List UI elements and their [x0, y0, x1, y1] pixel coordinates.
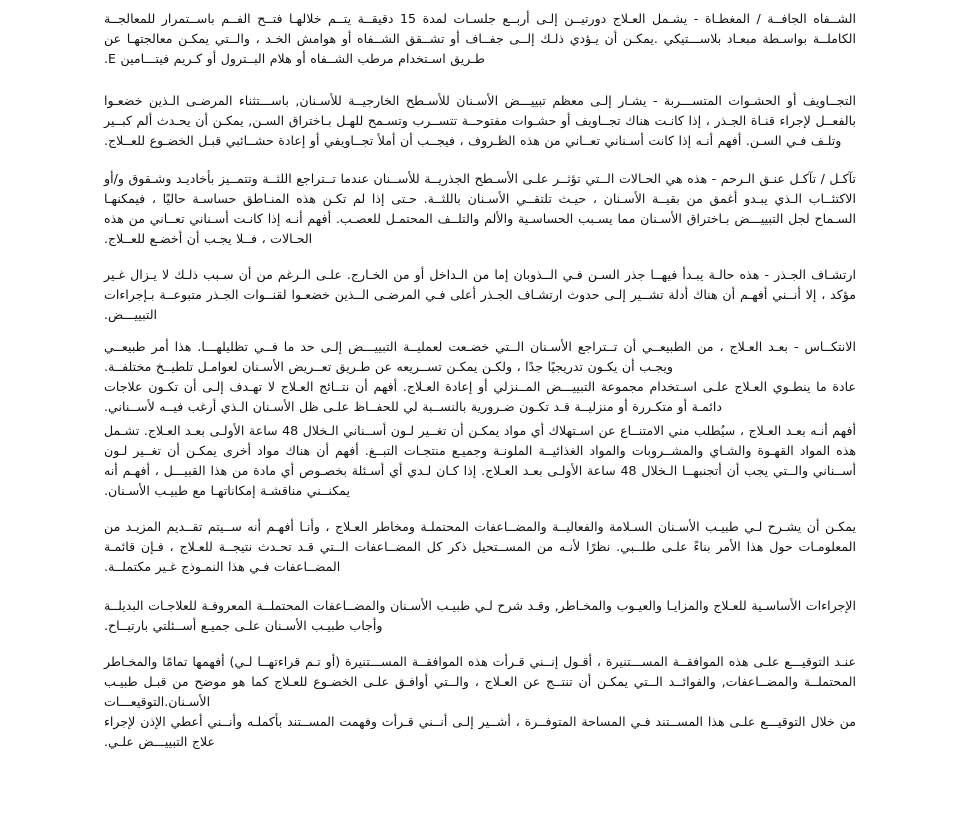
para-complications-disclosure: يمكـن أن يشـرح لـي طبيـب الأسـنان السـلامة والفعاليــة والمضــاعفات المحتملـة ومخاطر العـلاج ، وأنـا أفهـم أنه ســيتم تقــديم المزيـد من المعلومـات حول هذا الأمر بناءً علـى طلــبي. نظرًا لأنـه من المســتحيل ذكر كل المضــاعفات الــتي قـد تحـدث نتيجــة للعـلاج ، فـإن قائمـة المضــاعفات فـي هذا النمـوذج غـير مكتملــة. — [104, 519, 856, 574]
para-cervical-erosion: تآكـل / تآكـل عنـق الـرحم - هذه هي الحـالات الــتي تؤثــر علـى الأسـطح الجذريــة للأســنان عندما تــتراجع اللثــة وتتمــيز بأخاديـد وشـقوق و/أو الاكتئــاب الـذي يبـدو أغمق من بقيــة الأسـنان ، حيـث تلتقــي الأسـنان باللثــة. حـتى إذا لم تكـن هذه المنـاطق حساسـة حاليًا ، فيمكنهـا السـماح لجل التبييـــض بـاختراق الأسـنان مما يسـبب الحساسـية والألم والتلــف المحتمـل للعصـب. أفهم أنـه إذا كانـت أسـناني تعــاني من هذه الحـالات ، فــلا يجـب أن أخضـع للعــلاج. — [104, 171, 856, 246]
para-root-resorption: ارتشـاف الجـذر - هذه حالـة يبـدأ فيهــا جذر السـن فـي الــذوبان إما من الـداخل أو من الخـارج. علـى الـرغم من أن سـبب ذلـك لا يـزال غـير مؤكد ، إلا أنــني أفهـم أن هناك أدلة تشــير إلـى حدوث ارتشـاف الجـذر أعلى فـي المرضـى الــذين خضعـوا لقنــوات الجـذر متبوعــة بـإجراءات التبييـــض. — [104, 267, 856, 322]
para-signature-consent: عنـد التوقيـــع علـى هذه الموافقــة المســـتنيرة ، أقـول إنــني قـرأت هذه الموافقــة المســـتنيرة (أو تـم قراءتهــا لـي) أفهمها تمامًا والمخـاطر المحتملــة والمضــاعفات, والفوائــد الــتي يمكـن أن تنتــج عن العـلاج ، والــتي أوافـق علـى الخضـوع للعـلاج كما هو موضح من قبـل طبيـب الأسـنان.التوقيعـــات — [104, 654, 856, 709]
para-alternative-treatments: الإجراءات الأساسـية للعـلاج والمزايـا والعيـوب والمخـاطر, وقـد شرح لـي طبيـب الأسـنان والمضــاعفات المحتملــة المعروفـة للعلاجـات البديلــة وأجاب طبيـب الأسـنان علـى جميـع أســئلتي بارتيــاح. — [104, 598, 856, 633]
para-dry-cracked-lips: الشــفاه الجافــة / المغطـاة - يشـمل العـلاج دورتيــن إلـى أربــع جلسـات لمدة 15 دقيقــة يتــم خلالهـا فتــح الفــم باســتمرار للمعالجــة الكاملــة بواسـطة مبعـاد بلاســـتيكي .يمكـن أن يـؤدي ذلـك إلــى جفــاف أو تشــقق الشــفاه أو هوامش الخـد ، والــتي يمكـن معالجتهـا عن طـريق اسـتخدام مرطب الشــفاه أو هلام البــترول أو كـريم فيتـــامين E. — [104, 11, 857, 66]
para-signature-authorization: من خلال التوقيـــع علـى هذا المســتند فـي المساحة المتوفــرة ، أشــير إلـى أنــني قـرأت وفهمت المســتند بأكملـه وأنــني أعطي الإذن لإجراء علاج التبييـــض علـي. — [104, 714, 856, 749]
para-relapse: الانتكــاس - بعـد العـلاج ، من الطبيعــي أن تــتراجع الأسـنان الــتي خضـعت لعمليــة التبييـــض إلـى حد ما فــي تظليلهـــا. هذا أمر طبيعــي ويجـب أن يكـون تدريجيًا جدًا ، ولكـن يمكـن تســريعه عن طـريق تعــريض الأسـنان لعوامـل تلطيــخ مختلفــة. — [104, 339, 856, 374]
para-cavities-leaky-fillings: التجــاويف أو الحشـوات المتســـربة - يشـار إلـى معظم تبييـــض الأسـنان للأسـطح الخارجيــة للأسـنان, باســـتثناء المرضـى الـذين خضعـوا بالفعــل لإجراء قنـاة الجـذر ، إذا كانـت هناك تجــاويف أو حشـوات مفتوحــة تتســرب وتسـمح للهـل بـاختراق السـن, يمكـن أن يحـدث ألم كبــير وتلـف فـي السـن. أفهم أنـه إذا كانت أسـناني تعــاني من هذه الظـروف ، فيجــب أن أملأ تجــاويفي أو إعادة حشــائبي قبـل الخضـوع للعــلاج. — [104, 93, 856, 148]
para-48-hour-restrictions: أفهم أنـه بعـد العـلاج ، سيُطلب مني الامتنــاع عن اسـتهلاك أي مواد يمكـن أن تغــير لـون أســناني الـخلال 48 ساعة الأولـى بعـد العـلاج. تشـمل هذه المواد القهـوة والشـاي والمشــروبات والمواد الغذائيــة الملونـة وجميـع منتجـات التبــغ. أفهم أن هناك مواد أخرى يمكـن أن تغــير لـون أســناني والــتي يجب أن أتجنبهــا الـخلال 48 ساعة الأولـى بعـد العـلاج. إذا كـان لـدي أي أسـئلة بخصـوص أي مادة من هذا القبيـــل ، أفهـم أنه يمكنــني مناقشـة إمكاناتهـا مع طبيـب الأسـنان. — [104, 423, 857, 498]
para-home-bleaching-kit: عادة ما ينطـوي العـلاج علـى اسـتخدام مجموعة التبييـــض المــنزلي أو إعادة العـلاج. أفهم أن نتــائج العـلاج لا تهـدف إلـى أن تكـون علاجات دائمـة أو متكـررة أو منزليــة قـد تكـون ضـرورية بالنســبة لي للحفــاظ علـى ظل الأسـنان الـذي أرغب فيــه لأســناني. — [104, 379, 856, 414]
